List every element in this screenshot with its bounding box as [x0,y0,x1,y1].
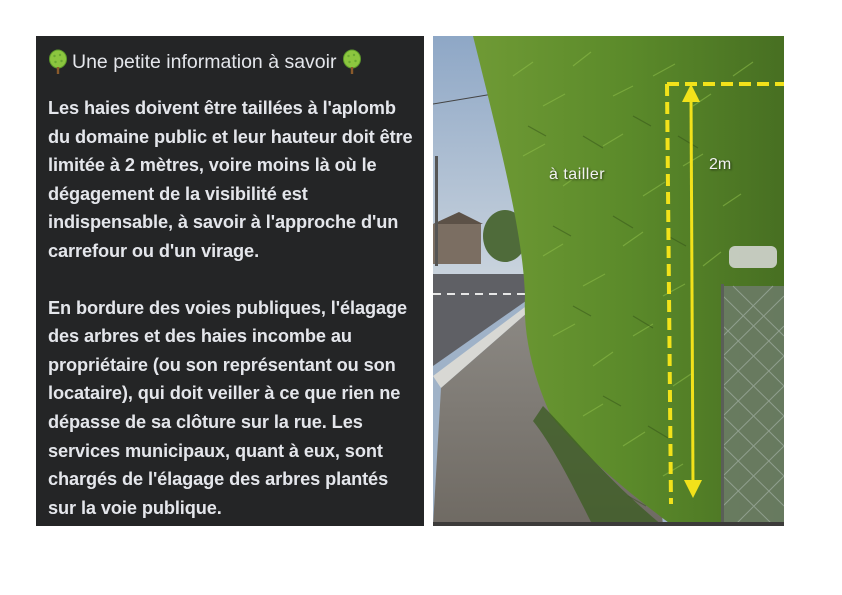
paragraph-line: propriétaire (ou son représentant ou son [48,354,396,375]
hedge-photo [433,36,784,526]
trim-label: à tailler [549,166,606,183]
post-paragraph-1 [48,94,414,266]
paragraph-line: du domaine public et leur hauteur doit être [48,126,413,147]
paragraph-line: indispensable, à savoir à l'approche d'un [48,212,399,233]
paragraph-line: dégagement de la visibilité est [48,183,308,204]
house [433,224,481,264]
height-arrow-shaft [691,96,693,486]
chain-link-fence [723,286,784,526]
height-label: 2m [709,156,732,173]
post-paragraph-2 [48,294,414,523]
paragraph-line: sur la voie publique. [48,497,222,518]
paragraph-line: limitée à 2 mètres, voire moins là où le [48,155,377,176]
paragraph-line: des arbres et des haies incombe au [48,326,352,347]
fence-post [721,284,724,526]
post-title-line [48,48,414,76]
paragraph-line: locataire), qui doit veiller à ce que rien ne [48,383,401,404]
paragraph-line: services municipaux, quant à eux, sont [48,440,383,461]
post-title: Une petite information à savoir [72,51,337,73]
paragraph-line: dépasse de sa clôture sur la rue. Les [48,411,363,432]
paragraph-line: En bordure des voies publiques, l'élagage [48,297,408,318]
paragraph-line: carrefour ou d'un virage. [48,240,260,261]
photo-bottom-edge [433,522,784,526]
hedge-photo-illustration [433,36,784,526]
deciduous-tree-icon [48,49,68,75]
post-text-panel [36,36,424,526]
utility-pole [435,156,438,266]
deciduous-tree-icon [342,49,362,75]
paragraph-line: chargés de l'élagage des arbres plantés [48,469,389,490]
paragraph-line: Les haies doivent être taillées à l'aplomb [48,98,396,118]
object-on-fence [729,246,777,268]
